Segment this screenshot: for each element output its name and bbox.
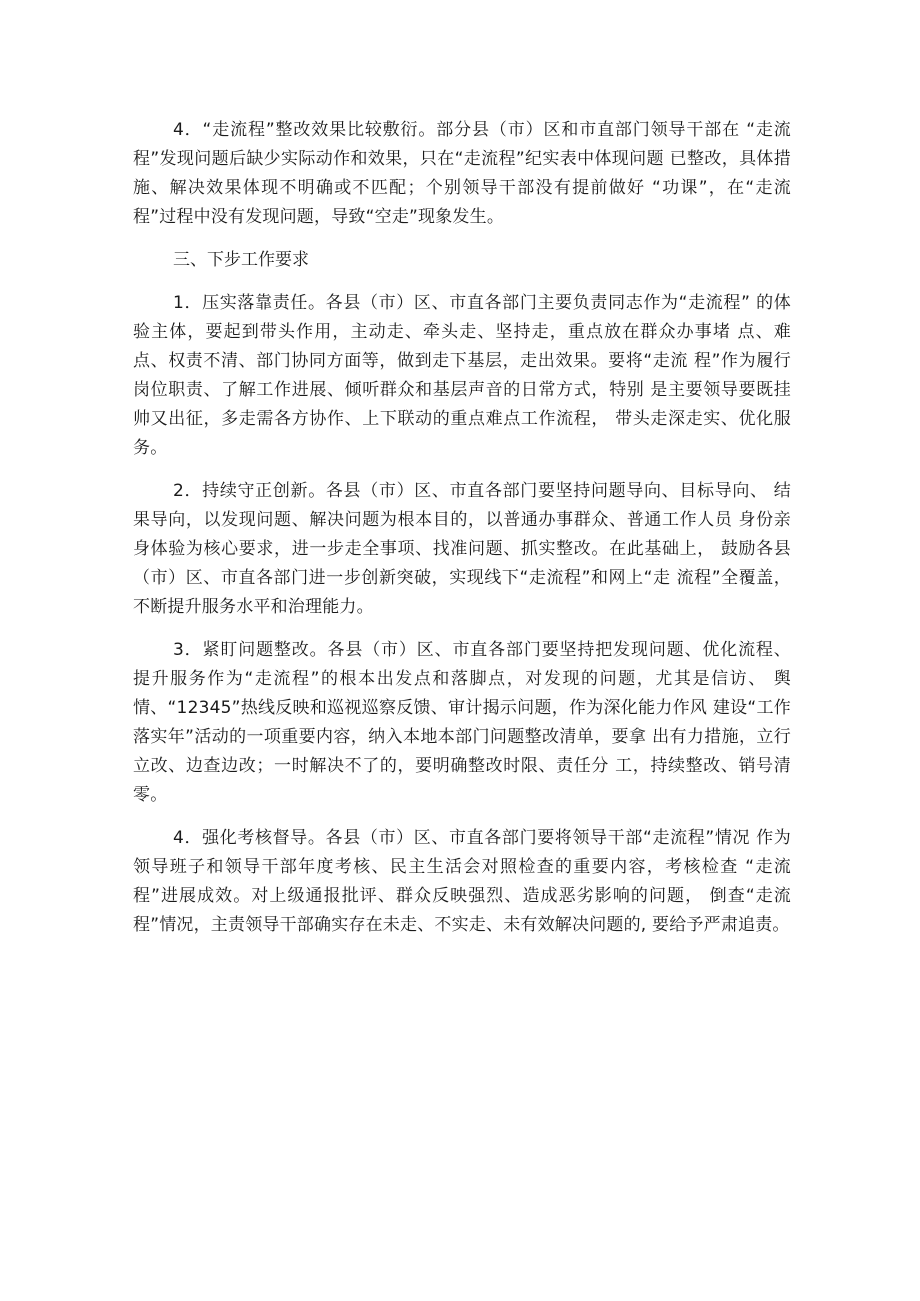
paragraph-responsibility: 1．压实落靠责任。各县（市）区、市直各部门主要负责同志作为“走流程” 的体验主体，要起到带头作用，主动走、牵头走、坚持走，重点放在群众办事堵 点、难点、权责不清、部门协同方面等，做到走下基层，走出效果。要将“走流 程”作为履行岗位职责、了解工作进展、倾听群众和基层声音的日常方式，特别 是主要领导要既挂帅又出征，多走需各方协作、上下联动的重点难点工作流程， 带头走深走实、优化服务。 — [133, 293, 791, 458]
paragraph-walk-process-rectification: 4．“走流程”整改效果比较敷衍。部分县（市）区和市直部门领导干部在 “走流程”发现问题后缺少实际动作和效果，只在“走流程”纪实表中体现问题 已整改，具体措施、解决效果体现不明确或不匹配；个别领导干部没有提前做好 “功课”，在“走流程”过程中没有发现问题，导致“空走”现象发生。 — [133, 120, 791, 227]
paragraph-innovation: 2．持续守正创新。各县（市）区、市直各部门要坚持问题导向、目标导向、 结果导向，以发现问题、解决问题为根本目的，以普通办事群众、普通工作人员 身份亲身体验为核心要求，进一步走全事项、找准问题、抓实整改。在此基础上， 鼓励各县（市）区、市直各部门进一步创新突破，实现线下“走流程”和网上“走 流程”全覆盖，不断提升服务水平和治理能力。 — [133, 481, 791, 617]
paragraph-rectification: 3．紧盯问题整改。各县（市）区、市直各部门要坚持把发现问题、优化流程、 提升服务作为“走流程”的根本出发点和落脚点，对发现的问题，尤其是信访、 舆情、“12345”热线反映和巡视巡察反馈、审计揭示问题，作为深化能力作风 建设“工作落实年”活动的一项重要内容，纳入本地本部门问题整改清单，要拿 出有力措施，立行立改、边查边改；一时解决不了的，要明确整改时限、责任分 工，持续整改、销号清零。 — [133, 640, 791, 805]
section-heading-next-steps: 三、下步工作要求 — [173, 250, 309, 270]
paragraph-assessment: 4．强化考核督导。各县（市）区、市直各部门要将领导干部“走流程”情况 作为领导班子和领导干部年度考核、民主生活会对照检查的重要内容，考核检查 “走流程”进展成效。对上级通报批评、群众反映强烈、造成恶劣影响的问题， 倒查“走流程”情况，主责领导干部确实存在未走、不实走、未有效解决问题的, 要给予严肃追责。 — [133, 828, 791, 935]
document-body — [133, 116, 791, 940]
